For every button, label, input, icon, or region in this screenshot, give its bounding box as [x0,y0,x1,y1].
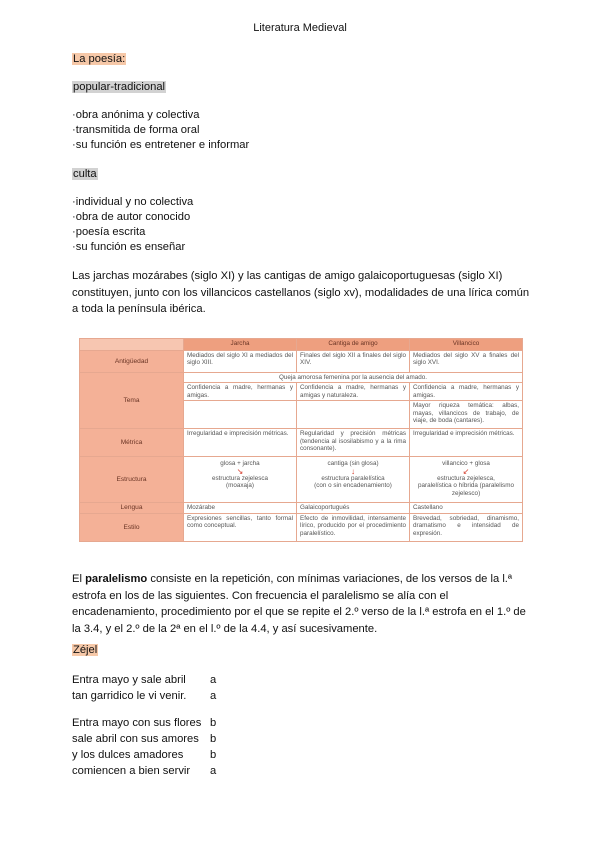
subheading-culta: culta [73,168,97,180]
table-cell: Galaicoportugués [297,503,410,513]
table-row-tema-shared [80,373,523,383]
subheading-popular: popular-tradicional [73,81,166,93]
paralelismo-paragraph: El paralelismo consiste en la repetición, con mínimas variaciones, de los versos de la l.ª estrofa en los de las siguientes. Con frecuencia el paralelismo se alía con el encadenamiento, procedimiento por el que se repite el 2.º verso de la l.ª estrofa en el 1.º de la 3.4, y el 2.º de la 2ª en el l.º de la 4.4, y así sucesivamente. [72,573,526,635]
table-cell: Irregularidad e imprecisión métricas. [184,429,297,457]
table-row-lengua [80,503,523,513]
table-cell: Confidencia a madre, hermanas y amigas. [410,383,523,401]
verse-line: Entra mayo con sus flores b [72,717,217,729]
row-header: Métrica [80,429,184,457]
table-cell: Castellano [410,503,523,513]
row-header: Tema [80,373,184,429]
verse-line: Entra mayo y sale abril a [72,674,217,686]
table-cell: glosa + jarcha ↘ estructura zejelesca (moaxaja) [184,457,297,503]
list-item: ·su función es entretener e informar [72,139,250,151]
list-item: ·obra anónima y colectiva [72,109,200,121]
list-item: ·transmitida de forma oral [72,124,200,136]
page-title: Literatura Medieval [253,22,347,34]
table-cell: Confidencia a madre, hermanas y amigas y naturaleza. [297,383,410,401]
table-cell: Queja amorosa femenina por la ausencia del amado. [184,373,523,383]
table-header-row [80,339,523,351]
table-cell: Efecto de inmovilidad, intensamente lírico, producido por el procedimiento paralelístico. [297,513,410,541]
table-row-antiguedad [80,351,523,373]
verse-line: tan garridico le vi venir. a [72,690,217,702]
arrow-down-icon: ↙ [462,466,470,476]
comparison-table [79,338,523,542]
table-corner [80,339,184,351]
arrow-down-icon: ↘ [236,466,244,476]
table-cell-empty [184,401,297,429]
table-cell: Regularidad y precisión métricas (tendencia al isosilabismo y a la rima consonante). [297,429,410,457]
row-header: Estilo [80,513,184,541]
row-header: Lengua [80,503,184,513]
row-header: Antigüedad [80,351,184,373]
verse-line: comiencen a bien servir a [72,765,217,777]
list-item: ·individual y no colectiva [72,196,194,208]
popular-list [72,108,249,153]
section-heading-zejel: Zéjel [73,644,98,656]
column-header: Jarcha [184,339,297,351]
list-item: ·poesía escrita [72,226,146,238]
zejel-stanza-1 [72,672,230,704]
intro-paragraph: Las jarchas mozárabes (siglo XI) y las cantigas de amigo galaicoportuguesas (siglo XI) constituyen, junto con los villancicos castellanos (siglo xv), modalidades de una lírica común a toda la península ibérica. [72,270,530,315]
table-cell: Mayor riqueza temática: albas, mayas, villancicos de trabajo, de viaje, de boda (cantares). [410,401,523,429]
table-cell: cantiga (sin glosa) ↓ estructura paralelística (con o sin encadenamiento) [297,457,410,503]
verse-line: sale abril con sus amores b [72,733,217,745]
term-paralelismo: paralelismo [85,573,148,585]
table-cell: Confidencia a madre, hermanas y amigas. [184,383,297,401]
section-heading-poesia: La poesía: [73,53,126,65]
table-row-estructura [80,457,523,503]
table-cell: Mediados del siglo XI a mediados del siglo XIII. [184,351,297,373]
table-cell: Mozárabe [184,503,297,513]
column-header: Cantiga de amigo [297,339,410,351]
column-header: Villancico [410,339,523,351]
table-cell: Mediados del siglo XV a finales del siglo XVI. [410,351,523,373]
arrow-down-icon: ↓ [351,466,355,476]
verse-line: y los dulces amadores b [72,749,217,761]
table-cell: Finales del siglo XII a finales del siglo XIV. [297,351,410,373]
table-cell-empty [297,401,410,429]
culta-list [72,195,193,255]
list-item: ·obra de autor conocido [72,211,191,223]
table-cell: Irregularidad e imprecisión métricas. [410,429,523,457]
table-row-metrica [80,429,523,457]
table-row-estilo [80,513,523,541]
table-cell: Brevedad, sobriedad, dinamismo, dramatismo e intensidad de expresión. [410,513,523,541]
row-header: Estructura [80,457,184,503]
list-item: ·su función es enseñar [72,241,186,253]
zejel-stanza-2 [72,715,230,779]
table-cell: villancico + glosa ↙ estructura zejelesca, paralelística o híbrida (paralelismo zejelesco) [410,457,523,503]
table-cell: Expresiones sencillas, tanto formal como conceptual. [184,513,297,541]
